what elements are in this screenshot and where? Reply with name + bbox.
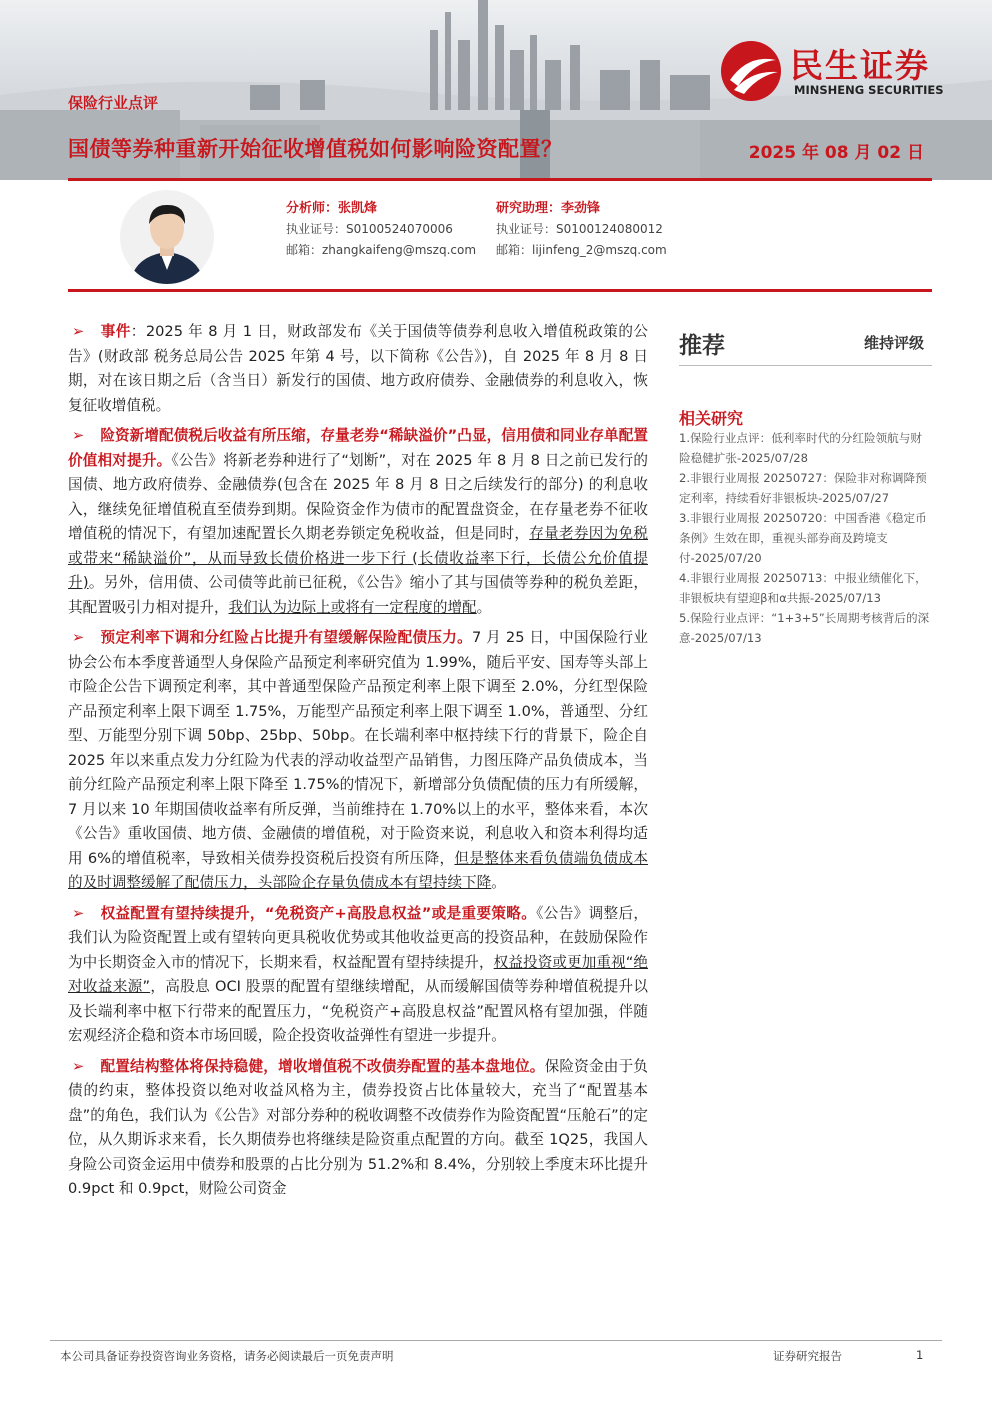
underlined-text: 我们认为边际上或将有一定程度的增配 xyxy=(228,598,477,616)
report-category: 保险行业点评 xyxy=(68,94,159,112)
bullet-arrow-icon: ➢ xyxy=(72,427,85,444)
footer-disclaimer: 本公司具备证券投资咨询业务资格，请务必阅读最后一页免责声明 xyxy=(60,1349,394,1363)
related-research-list xyxy=(679,428,932,648)
body-paragraph xyxy=(68,626,648,896)
company-logo xyxy=(720,40,970,100)
assistant-name: 研究助理：李劲锋 xyxy=(496,201,601,216)
paragraph-text: 《公告》将新老券种进行了“划断”，对在 2025 年 8 月 8 日之前已发行的国债、地方政府债券、金融债券(包含在 2025 年 8 月 8 日之后续发行的部分) 的利息收入，继续免征增值税直至债券到期。保险资金作为债市的配置盘资金，在存量老券不征收增值税的情况下，有望加速配置长久期老券锁定免税收益，但是同时， xyxy=(68,451,648,542)
paragraph-text: ，高股息 OCI 股票的配置有望继续增配，从而缓解国债等券种增值税提升以及长端利率中枢下行带来的配置压力，“免税资产+高股息权益”配置风格有望加强，伴随宏观经济企稳和资本市场回暖，险企投资收益弹性有望进一步提升。 xyxy=(68,978,649,1044)
paragraph-lead: 预定利率下调和分红险占比提升有望缓解保险配债压力。 xyxy=(100,629,472,646)
analyst-email[interactable]: 邮箱：zhangkaifeng@mszq.com xyxy=(286,243,477,257)
footer-divider xyxy=(50,1340,942,1341)
rating-label: 维持评级 xyxy=(863,334,924,352)
paragraph-lead: 配置结构整体将保持稳健，增收增值税不改债券配置的基本盘地位。 xyxy=(100,1057,545,1075)
underlined-text: 但是整体来看负债端负债成本的及时调整缓解了配债压力，头部险企存量负债成本有望持续下降 xyxy=(68,849,648,891)
underlined-text: 权益投资或更加重视“绝对收益来源” xyxy=(68,953,648,995)
related-research-title: 相关研究 xyxy=(679,409,744,428)
header-divider xyxy=(68,178,932,181)
analyst-cert: 执业证号：S0100524070006 xyxy=(286,222,453,236)
paragraph-lead: 权益配置有望持续提升，“免税资产+高股息权益”或是重要策略。 xyxy=(100,904,537,922)
related-research-item[interactable]: 3.非银行业周报 20250720：中国香港《稳定币条例》生效在即，重视头部券商及跨境支付-2025/07/20 xyxy=(679,511,927,565)
analyst-name: 分析师：张凯烽 xyxy=(286,201,378,216)
paragraph-text: 7 月 25 日，中国保险行业协会公布本季度普通型人身保险产品预定利率研究值为 1.99%，随后平安、国寿等头部上市险企公告下调预定利率，其中普通型保险产品预定利率上限下调至 2.0%，分红型保险产品预定利率上限下调至 1.75%，万能型产品预定利率上限下调至 1.0%，普通型、分红型、万能型分别下调 50bp、25bp、50bp。在长端利率中枢持续下行的背景下，险企自 2025 年以来重点发力分红险为代表的浮动收益型产品销售，力图压降产品负债成本，当前分红险产品预定利率上限下降至 1.75%的情况下，新增部分负债配债的压力有所缓解，7 月以来 10 年期国债收益率有所反弹，当前维持在 1.70%以上的水平，整体来看，本次《公告》重收国债、地方债、金融债的增值税，对于险资来说，利息收入和资本利得均适用 6%的增值税率，导致相关债券投资税后投资有所压降， xyxy=(68,629,648,867)
assistant-cert: 执业证号：S0100124080012 xyxy=(496,222,663,236)
header-banner xyxy=(0,0,992,180)
body-paragraph xyxy=(68,424,648,620)
bullet-arrow-icon: ➢ xyxy=(72,629,85,646)
related-research-item[interactable]: 5.保险行业点评：“1+3+5”长周期考核背后的深意-2025/07/13 xyxy=(679,611,930,645)
paragraph-text: 。 xyxy=(491,874,506,891)
body-paragraph xyxy=(68,902,648,1049)
assistant-email[interactable]: 邮箱：lijinfeng_2@mszq.com xyxy=(496,243,667,257)
page-number: 1 xyxy=(916,1348,924,1362)
related-research-item[interactable]: 2.非银行业周报 20250727：保险非对称调降预定利率，持续看好非银板块-2025/07/27 xyxy=(679,471,927,505)
paragraph-lead: 险资新增配债税后收益有所压缩，存量老券“稀缺溢价”凸显，信用债和同业存单配置价值相对提升。 xyxy=(68,427,648,469)
related-research-item[interactable]: 1.保险行业点评：低利率时代的分红险领航与财险稳健扩张-2025/07/28 xyxy=(679,431,922,465)
paragraph-text: 。另外，信用债、公司债等此前已征税，《公告》缩小了其与国债等券种的税负差距，其配置吸引力相对提升， xyxy=(68,574,648,616)
paragraph-text: 《公告》调整后，我们认为险资配置上或有望转向更具税收优势或其他收益更高的投资品种，在鼓励保险作为中长期资金入市的情况下，长期来看，权益配置有望持续提升， xyxy=(68,904,648,971)
body-paragraph xyxy=(68,320,648,418)
paragraph-text: 保险资金由于负债的约束，整体投资以绝对收益风格为主，债券投资占比体量较大，充当了“配置基本盘”的角色，我们认为《公告》对部分券种的税收调整不改债券作为险资配置“压舱石”的定位，从久期诉求来看，长久期债券也将继续是险资重点配置的方向。截至 1Q25，我国人身险公司资金运用中债券和股票的占比分别为 51.2%和 8.4%，分别较上季度末环比提升 0.9pct 和 0.9pct，财险公司资金 xyxy=(68,1057,648,1197)
analyst-divider xyxy=(68,289,932,292)
recommend-label: 推荐 xyxy=(679,333,725,359)
logo-mark-icon xyxy=(720,40,784,102)
bullet-arrow-icon: ➢ xyxy=(72,1057,85,1075)
bullet-arrow-icon: ➢ xyxy=(72,904,85,922)
body-paragraph xyxy=(68,1055,648,1202)
sidebar-divider xyxy=(679,365,932,366)
paragraph-text: ：2025 年 8 月 1 日，财政部发布《关于国债等债券利息收入增值税政策的公告》(财政部 税务总局公告 2025 年第 4 号，以下简称《公告》)，自 2025 年 8 月 8 日期，对在该日期之后（含当日）新发行的国债、地方政府债券、金融债券的利息收入，恢复征收增值税。 xyxy=(68,323,648,414)
report-date: 2025 年 08 月 02 日 xyxy=(748,143,924,163)
paragraph-lead: 事件 xyxy=(100,323,131,340)
logo-text-en: MINSHENG SECURITIES xyxy=(794,83,944,97)
report-body xyxy=(68,320,648,1208)
report-title: 国债等券种重新开始征收增值税如何影响险资配置？ xyxy=(68,137,563,161)
footer-doc-type: 证券研究报告 xyxy=(773,1349,842,1363)
bullet-arrow-icon: ➢ xyxy=(72,323,85,340)
logo-text-cn: 民生证券 xyxy=(790,46,930,85)
analyst-1 xyxy=(286,198,476,261)
analyst-photo xyxy=(120,190,214,284)
underlined-text: 存量老券因为免税或带来“稀缺溢价”，从而导致长债价格进一步下行 (长债收益率下行，长债公允价值提升) xyxy=(68,525,648,591)
paragraph-text: 。 xyxy=(476,598,492,616)
analyst-2 xyxy=(496,198,667,261)
related-research-item[interactable]: 4.非银行业周报 20250713：中报业绩催化下，非银板块有望迎β和α共振-2025/07/13 xyxy=(679,571,927,605)
